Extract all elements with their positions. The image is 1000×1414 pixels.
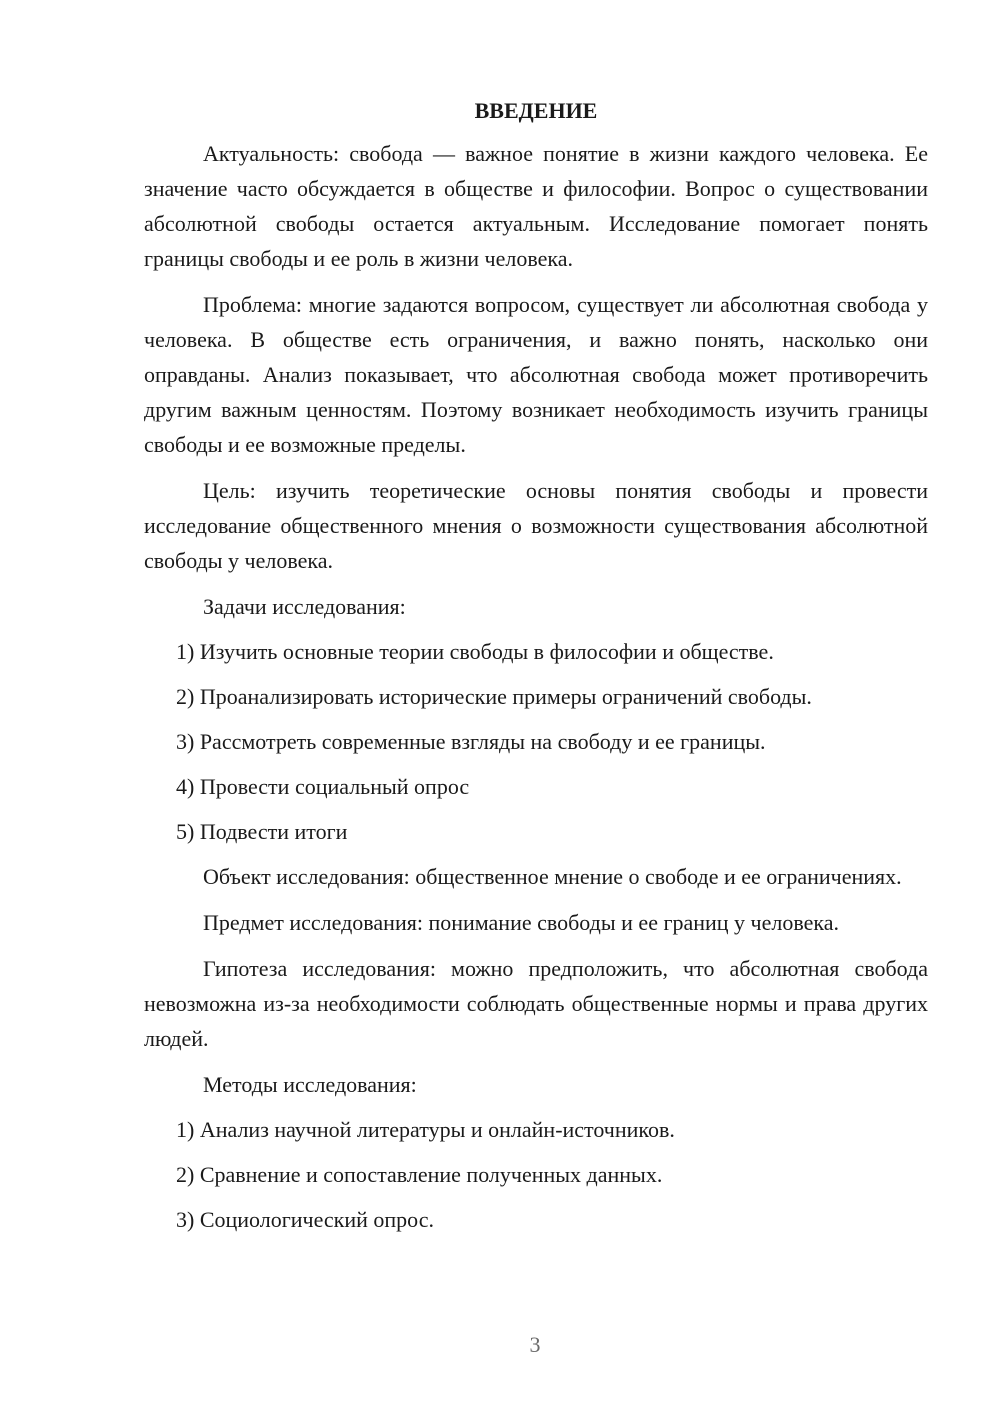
hypothesis-paragraph: Гипотеза исследования: можно предположить, что абсолютная свобода невозможна из-за необходимости соблюдать общественные нормы и права других людей. [144,956,928,1051]
methods-heading: Методы исследования: [203,1072,417,1097]
methods-list [144,1112,928,1237]
section-title: ВВЕДЕНИЕ [474,98,598,123]
list-item: 4) Провести социальный опрос [176,774,470,799]
problem-paragraph: Проблема: многие задаются вопросом, существует ли абсолютная свобода у человека. В обществе есть ограничения, и важно понять, насколько они оправданы. Анализ показывает, что абсолютная свобода может противоречить другим важным ценностям. Поэтому возникает необходимость изучить границы свободы и ее возможные пределы. [144,292,928,457]
document-page [144,96,928,1247]
list-item: 1) Анализ научной литературы и онлайн-источников. [176,1117,675,1142]
tasks-list [144,634,928,849]
relevance-paragraph: Актуальность: свобода — важное понятие в жизни каждого человека. Ее значение часто обсуждается в обществе и философии. Вопрос о существовании абсолютной свободы остается актуальным. Исследование помогает понять границы свободы и ее роль в жизни человека. [144,141,928,271]
subject-paragraph: Предмет исследования: понимание свободы и ее границ у человека. [203,910,840,935]
goal-paragraph: Цель: изучить теоретические основы понятия свободы и провести исследование общественного мнения о возможности существования абсолютной свободы у человека. [144,478,928,573]
list-item: 3) Социологический опрос. [176,1207,434,1232]
object-paragraph: Объект исследования: общественное мнение о свободе и ее ограничениях. [203,864,902,889]
tasks-heading: Задачи исследования: [203,594,406,619]
list-item: 3) Рассмотреть современные взгляды на свободу и ее границы. [176,729,766,754]
list-item: 2) Сравнение и сопоставление полученных данных. [176,1162,663,1187]
list-item: 5) Подвести итоги [176,819,348,844]
list-item: 1) Изучить основные теории свободы в философии и обществе. [176,639,774,664]
list-item: 2) Проанализировать исторические примеры ограничений свободы. [176,684,812,709]
page-number: 3 [529,1332,541,1357]
